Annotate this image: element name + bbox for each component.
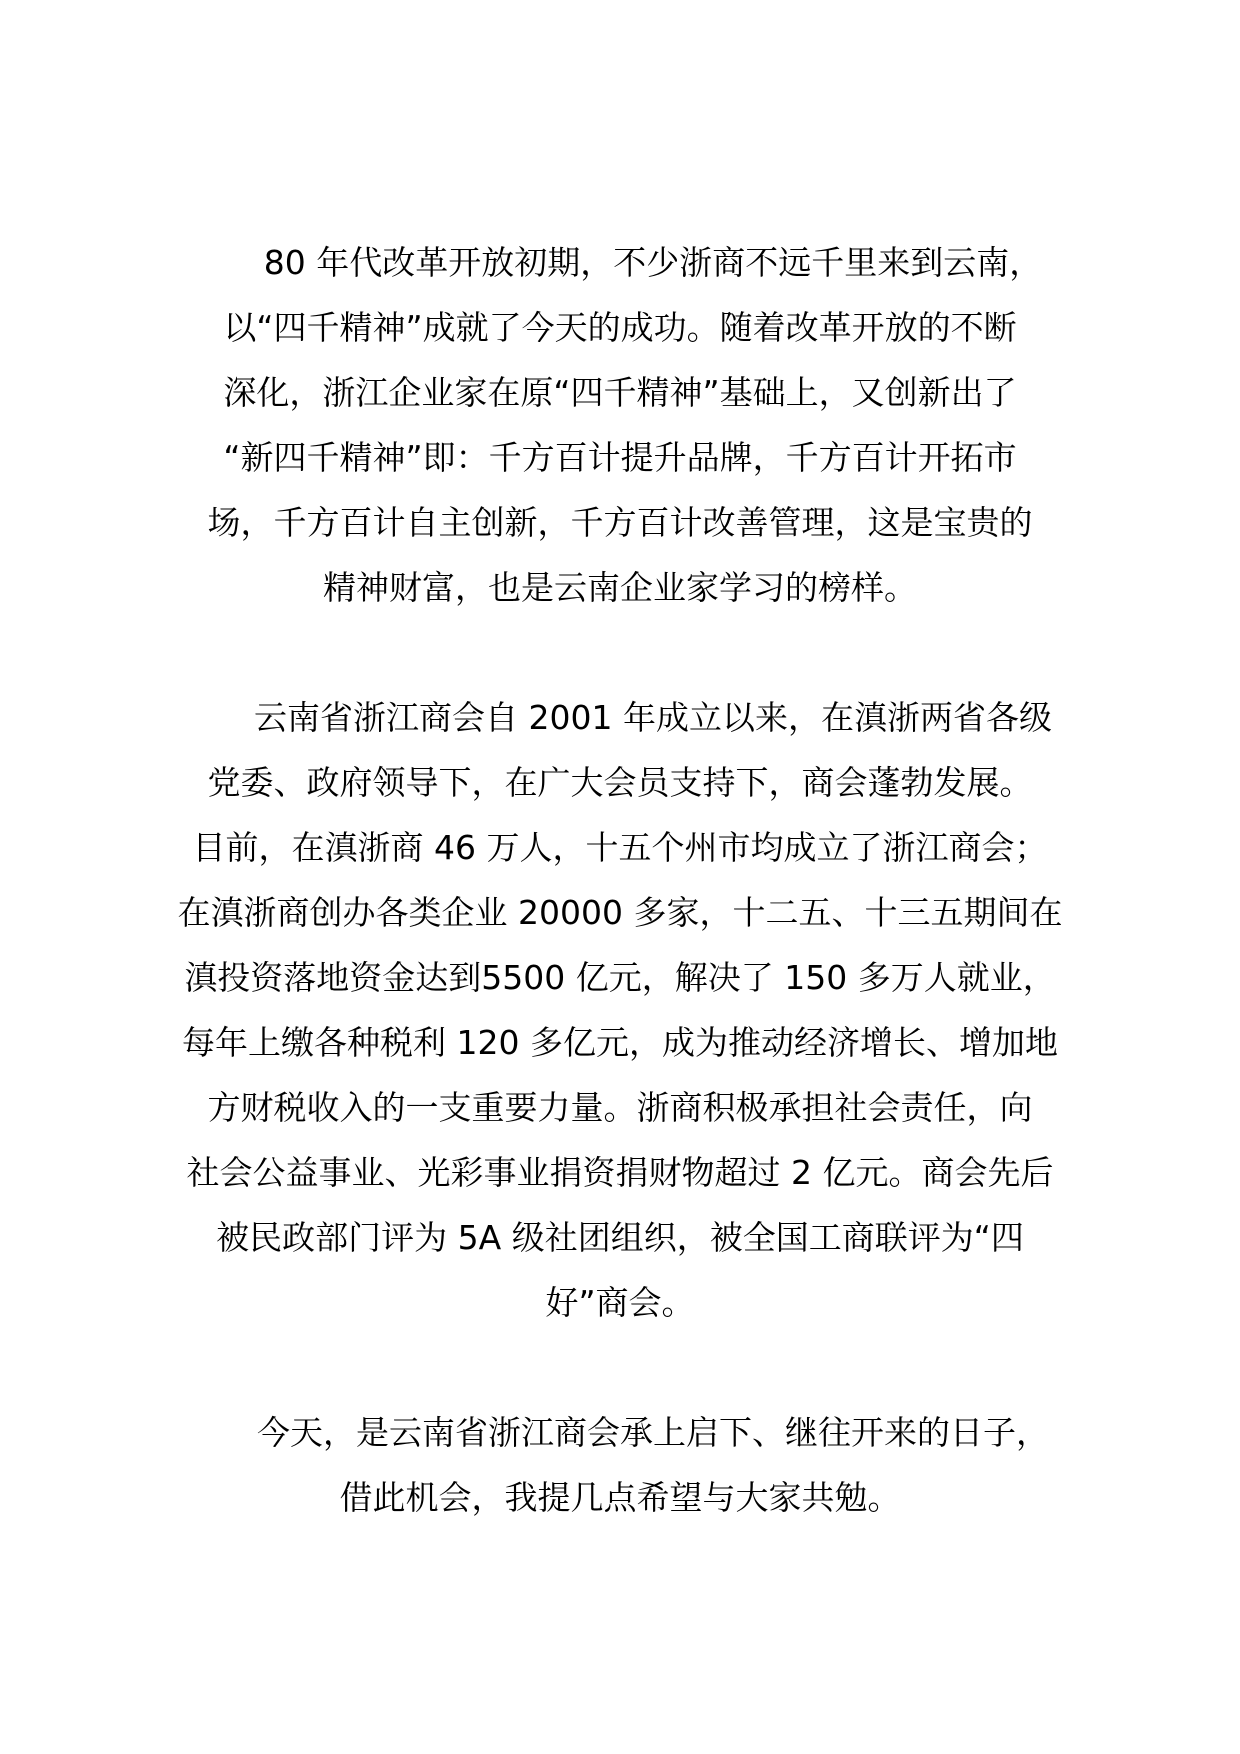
text-line: 借此机会，我提几点希望与大家共勉。: [339, 1478, 901, 1517]
text-line: 精神财富，也是云南企业家学习的榜样。: [323, 568, 917, 607]
text-line: 好”商会。: [545, 1283, 695, 1322]
paragraph-3: [0, 1400, 1240, 1530]
text-line: 80 年代改革开放初期，不少浙商不远千里来到云南，: [263, 243, 1043, 282]
text-line: 今天，是云南省浙江商会承上启下、继往开来的日子，: [257, 1413, 1049, 1452]
text-line: 场，千方百计自主创新，千方百计改善管理，这是宝贵的: [207, 503, 1033, 542]
text-line: 云南省浙江商会自 2001 年成立以来，在滇浙两省各级: [254, 698, 1052, 737]
paragraph-1: [0, 230, 1240, 620]
text-line: 深化，浙江企业家在原“四千精神”基础上，又创新出了: [223, 373, 1017, 412]
text-line: 每年上缴各种税利 120 多亿元，成为推动经济增长、增加地: [182, 1023, 1058, 1062]
text-line: 以“四千精神”成就了今天的成功。随着改革开放的不断: [223, 308, 1017, 347]
text-line: “新四千精神”即：千方百计提升品牌，千方百计开拓市: [223, 438, 1017, 477]
document-body: [0, 230, 1240, 1595]
text-line: 社会公益事业、光彩事业捐资捐财物超过 2 亿元。商会先后: [186, 1153, 1054, 1192]
text-line: 在滇浙商创办各类企业 20000 多家，十二五、十三五期间在: [177, 893, 1063, 932]
text-line: 党委、政府领导下，在广大会员支持下，商会蓬勃发展。: [207, 763, 1033, 802]
text-line: 方财税收入的一支重要力量。浙商积极承担社会责任，向: [207, 1088, 1033, 1127]
text-line: 滇投资落地资金达到5500 亿元，解决了 150 多万人就业，: [184, 958, 1056, 997]
text-line: 目前，在滇浙商 46 万人，十五个州市均成立了浙江商会；: [192, 828, 1048, 867]
paragraph-2: [0, 685, 1240, 1335]
text-line: 被民政部门评为 5A 级社团组织，被全国工商联评为“四: [216, 1218, 1024, 1257]
